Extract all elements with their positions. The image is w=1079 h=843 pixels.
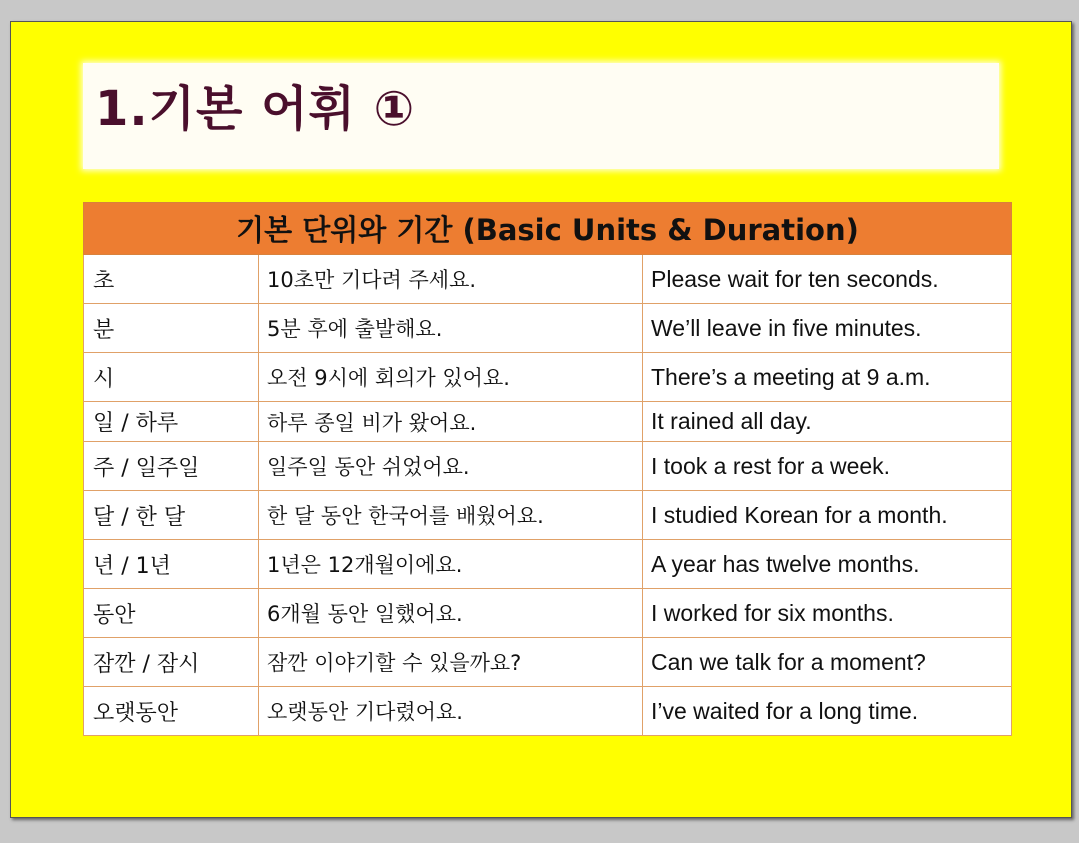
word-cell: 달 / 한 달 — [84, 491, 259, 540]
translation-cell: I worked for six months. — [643, 589, 1012, 638]
word-cell: 시 — [84, 353, 259, 402]
translation-cell: A year has twelve months. — [643, 540, 1012, 589]
table-row — [84, 589, 1012, 638]
translation-cell: I studied Korean for a month. — [643, 491, 1012, 540]
example-cell: 5분 후에 출발해요. — [259, 304, 643, 353]
word-cell: 오랫동안 — [84, 687, 259, 736]
table-header: 기본 단위와 기간 (Basic Units & Duration) — [84, 203, 1012, 255]
table-row — [84, 255, 1012, 304]
translation-cell: Please wait for ten seconds. — [643, 255, 1012, 304]
translation-cell: I took a rest for a week. — [643, 442, 1012, 491]
table-row — [84, 491, 1012, 540]
table-header-row — [84, 203, 1012, 255]
slide — [10, 21, 1072, 818]
slide-title: 1.기본 어휘 ① — [95, 81, 416, 137]
example-cell: 1년은 12개월이에요. — [259, 540, 643, 589]
table-row — [84, 353, 1012, 402]
example-cell: 오전 9시에 회의가 있어요. — [259, 353, 643, 402]
word-cell: 초 — [84, 255, 259, 304]
word-cell: 잠깐 / 잠시 — [84, 638, 259, 687]
table-row — [84, 304, 1012, 353]
translation-cell: I’ve waited for a long time. — [643, 687, 1012, 736]
table-row — [84, 402, 1012, 442]
example-cell: 한 달 동안 한국어를 배웠어요. — [259, 491, 643, 540]
translation-cell: We’ll leave in five minutes. — [643, 304, 1012, 353]
word-cell: 분 — [84, 304, 259, 353]
example-cell: 10초만 기다려 주세요. — [259, 255, 643, 304]
word-cell: 동안 — [84, 589, 259, 638]
table-row — [84, 442, 1012, 491]
translation-cell: It rained all day. — [643, 402, 1012, 442]
table-row — [84, 687, 1012, 736]
example-cell: 일주일 동안 쉬었어요. — [259, 442, 643, 491]
example-cell: 하루 종일 비가 왔어요. — [259, 402, 643, 442]
table-row — [84, 638, 1012, 687]
translation-cell: Can we talk for a moment? — [643, 638, 1012, 687]
title-box — [83, 63, 999, 169]
word-cell: 년 / 1년 — [84, 540, 259, 589]
word-cell: 주 / 일주일 — [84, 442, 259, 491]
table-row — [84, 540, 1012, 589]
vocabulary-table — [83, 202, 1012, 736]
example-cell: 오랫동안 기다렸어요. — [259, 687, 643, 736]
word-cell: 일 / 하루 — [84, 402, 259, 442]
example-cell: 6개월 동안 일했어요. — [259, 589, 643, 638]
example-cell: 잠깐 이야기할 수 있을까요? — [259, 638, 643, 687]
translation-cell: There’s a meeting at 9 a.m. — [643, 353, 1012, 402]
